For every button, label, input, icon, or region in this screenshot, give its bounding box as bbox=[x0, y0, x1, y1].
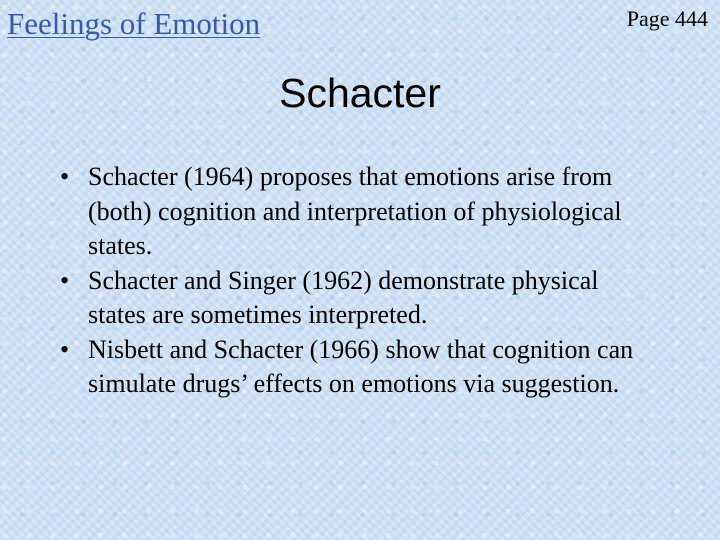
bullet-icon: • bbox=[60, 162, 70, 191]
slide-title: Schacter bbox=[279, 70, 441, 116]
bullet-icon: • bbox=[60, 334, 70, 364]
bullet-item bbox=[55, 160, 655, 264]
bullet-text: Schacter (1964) proposes that emotions arise from (both) cognition and interpretation of physiological states. bbox=[88, 162, 622, 260]
bullet-list bbox=[55, 160, 655, 402]
section-link-feelings-of-emotion[interactable]: Feelings of Emotion bbox=[7, 6, 261, 41]
bullet-icon: • bbox=[60, 265, 70, 295]
bullet-text: Nisbett and Schacter (1966) show that cognition can simulate drugs’ effects on emotions via suggestion. bbox=[88, 334, 634, 398]
bullet-text: Schacter and Singer (1962) demonstrate physical states are sometimes interpreted. bbox=[88, 265, 599, 329]
bullet-item bbox=[55, 333, 655, 402]
page-number: Page 444 bbox=[626, 6, 708, 31]
bullet-item bbox=[55, 264, 655, 333]
